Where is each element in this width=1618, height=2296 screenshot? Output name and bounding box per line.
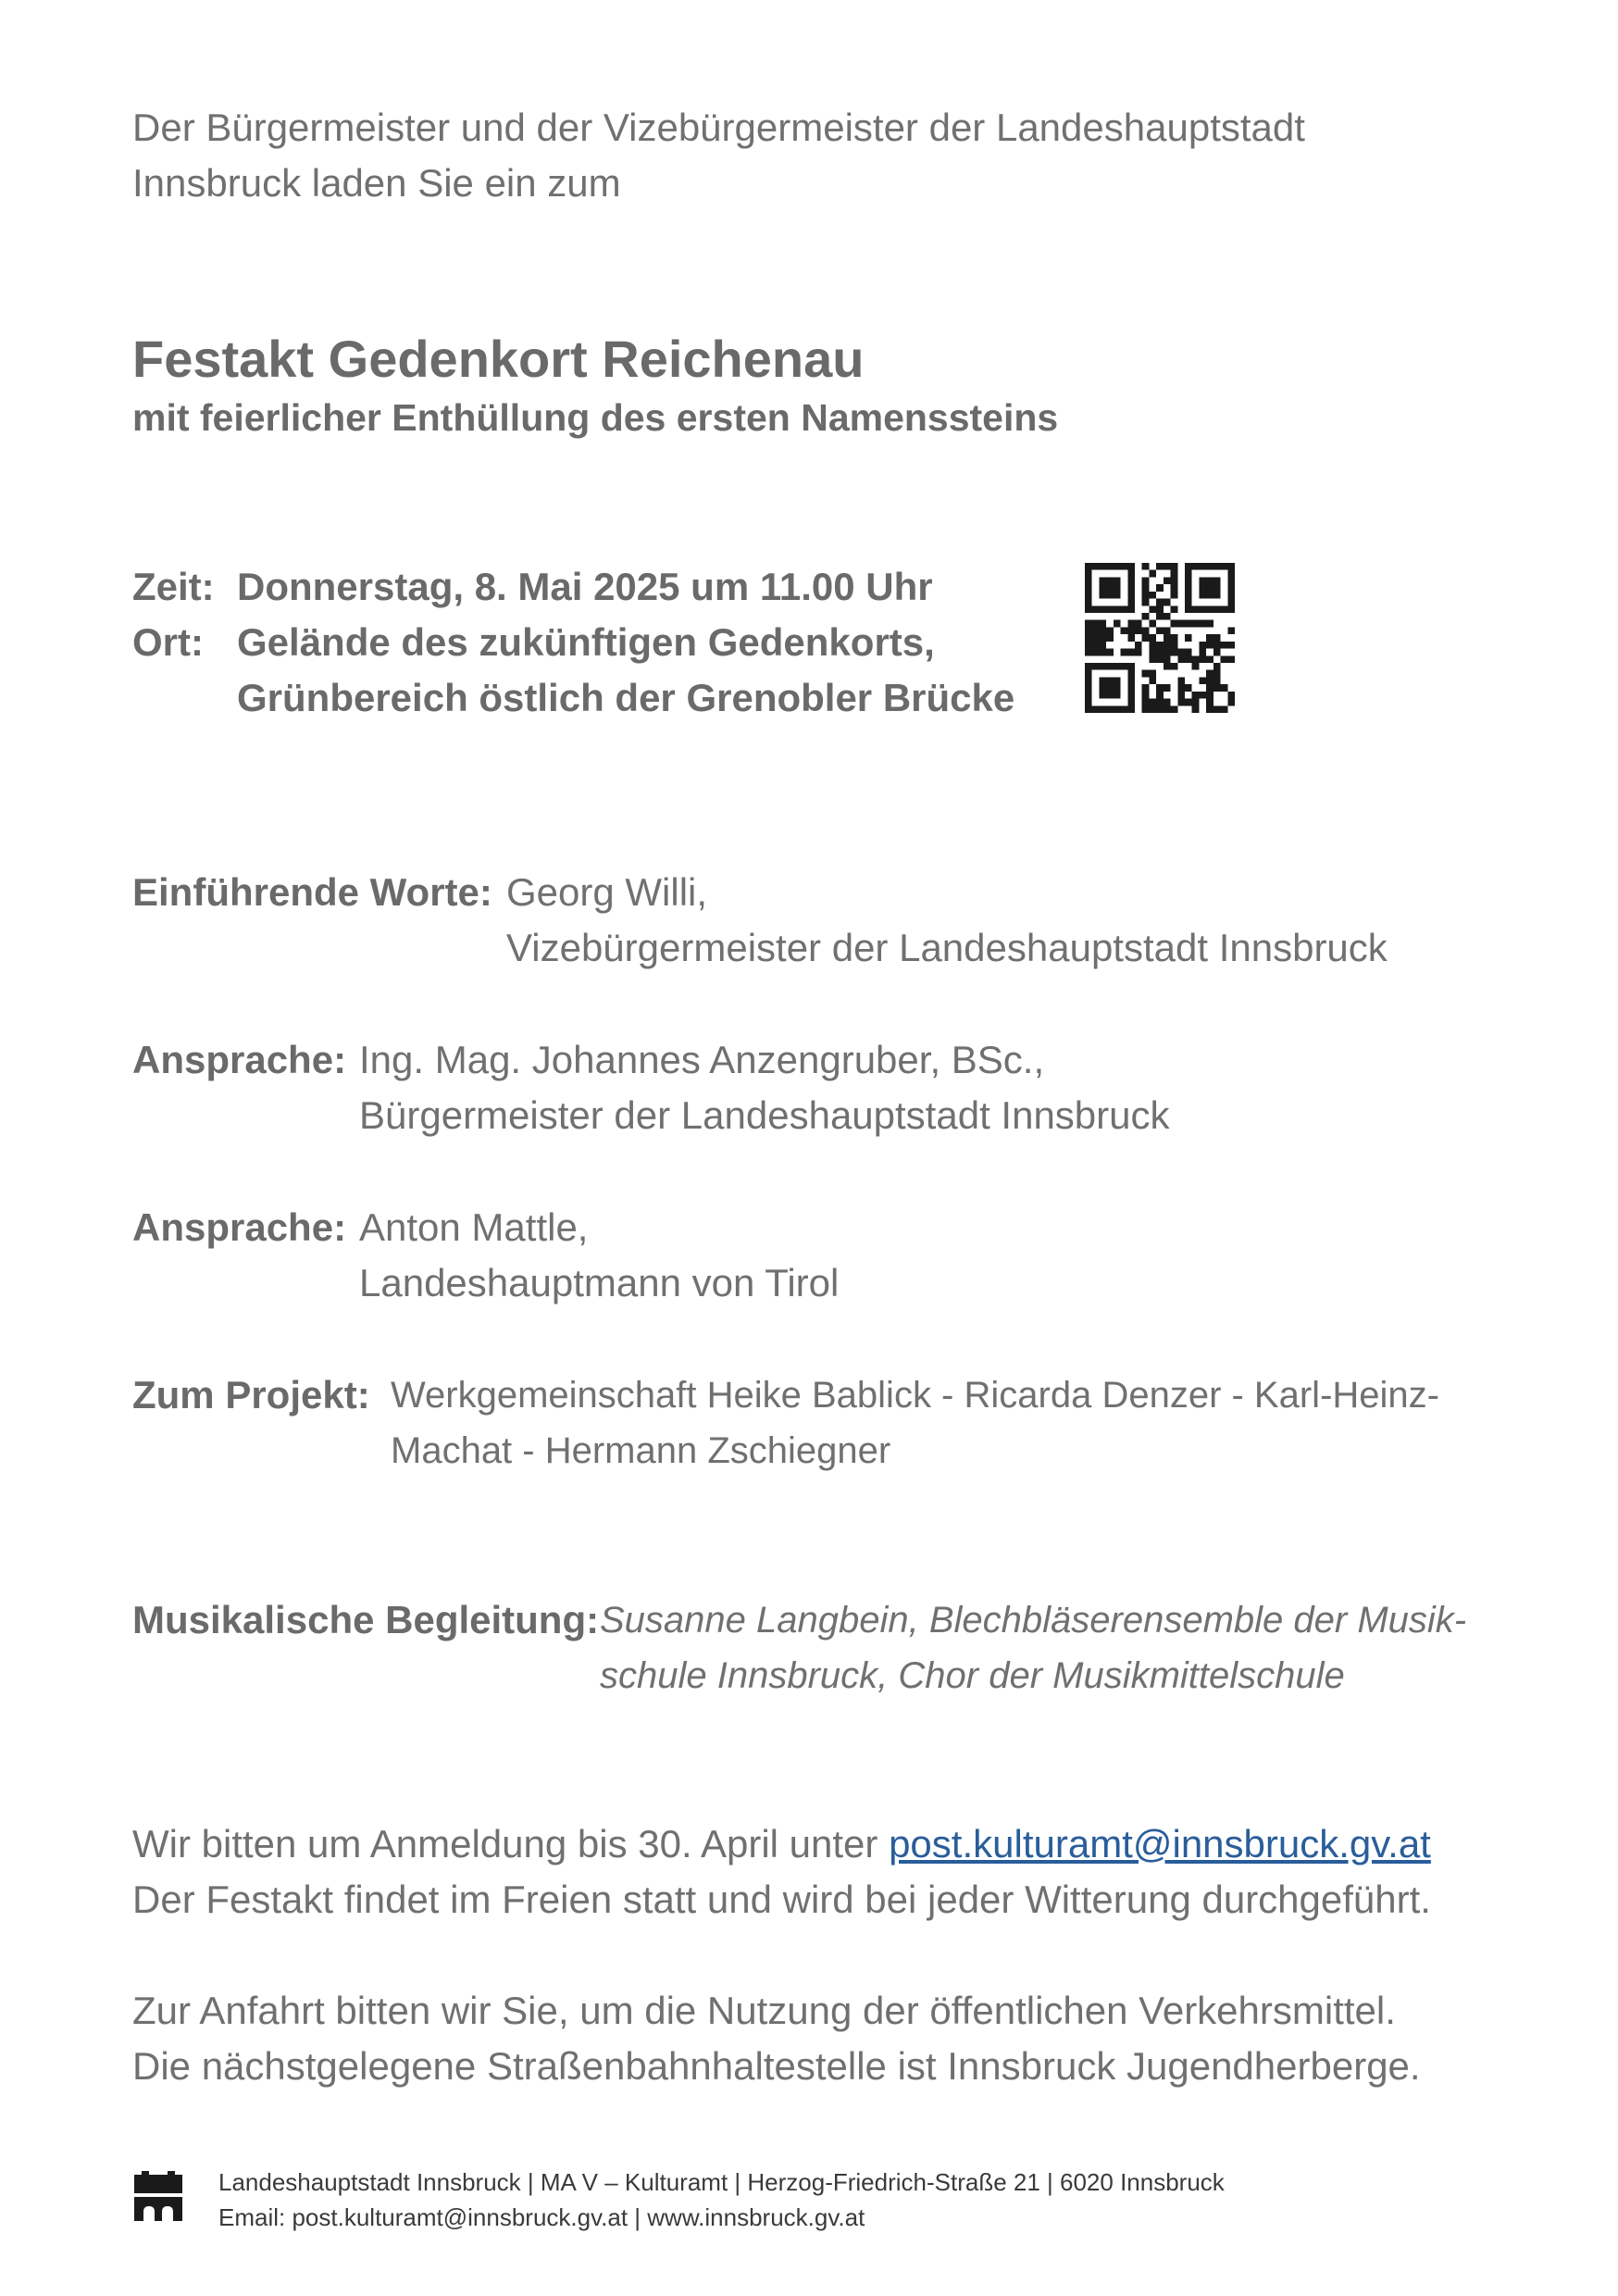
- program-project-line-1: Werkgemeinschaft Heike Bablick - Ricarda Denzer - Karl-Heinz-: [391, 1375, 1439, 1416]
- intro-line-2: Innsbruck laden Sie ein zum: [132, 161, 621, 205]
- rsvp-line: [132, 1816, 1431, 1872]
- time-label: Zeit:: [132, 565, 215, 608]
- program-intro-line-1: Georg Willi,: [506, 870, 708, 914]
- program-label-project: Zum Projekt:: [132, 1373, 370, 1416]
- program-intro-line-2: Vizebürgermeister der Landeshauptstadt Innsbruck: [506, 926, 1388, 969]
- innsbruck-bridge-logo-icon: [132, 2169, 184, 2225]
- program-value-intro: [506, 865, 1388, 976]
- program-value-speech-2: [359, 1200, 839, 1311]
- transport-line-1: Zur Anfahrt bitten wir Sie, um die Nutzung der öffentlichen Verkehrsmittel.: [132, 1989, 1396, 2032]
- time-value: Donnerstag, 8. Mai 2025 um 11.00 Uhr: [237, 565, 933, 608]
- rsvp-text: Wir bitten um Anmeldung bis 30. April unter: [132, 1822, 890, 1866]
- invitation-intro: [132, 100, 1305, 211]
- event-subtitle: mit feierlicher Enthüllung des ersten Namenssteins: [132, 396, 1059, 439]
- place-line-2: Grünbereich östlich der Grenobler Brücke: [237, 676, 1015, 719]
- program-music-line-1: Susanne Langbein, Blechbläserensemble der Musik-: [600, 1600, 1467, 1641]
- program-value-music: [600, 1592, 1466, 1703]
- program-speech-2-line-1: Anton Mattle,: [359, 1205, 589, 1249]
- footer-line-1: Landeshauptstadt Innsbruck | MA V – Kulturamt | Herzog-Friedrich-Straße 21 | 6020 Innsbruck: [218, 2168, 1225, 2196]
- program-speech-1-line-1: Ing. Mag. Johannes Anzengruber, BSc.,: [359, 1038, 1045, 1081]
- program-speech-2-line-2: Landeshauptmann von Tirol: [359, 1261, 840, 1304]
- program-speech-1-line-2: Bürgermeister der Landeshauptstadt Innsbruck: [359, 1093, 1170, 1137]
- footer-address: [218, 2165, 1225, 2235]
- program-label-speech-2: Ansprache:: [132, 1205, 347, 1249]
- transport-notice: [132, 1983, 1421, 2094]
- program-music-line-2: schule Innsbruck, Chor der Musikmittelschule: [600, 1655, 1345, 1696]
- weather-line: Der Festakt findet im Freien statt und wird bei jeder Witterung durchgeführt.: [132, 1878, 1431, 1921]
- intro-line-1: Der Bürgermeister und der Vizebürgermeister der Landeshauptstadt: [132, 106, 1305, 149]
- program-label-speech-1: Ansprache:: [132, 1038, 347, 1081]
- rsvp-email-link[interactable]: post.kulturamt@innsbruck.gv.at: [889, 1822, 1431, 1866]
- place-line-1: Gelände des zukünftigen Gedenkorts,: [237, 620, 935, 664]
- program-label-music: Musikalische Begleitung:: [132, 1598, 600, 1641]
- program-label-intro: Einführende Worte:: [132, 870, 492, 914]
- program-value-speech-1: [359, 1032, 1170, 1143]
- program-value-project: [391, 1367, 1439, 1479]
- rsvp-notice: [132, 1816, 1431, 1928]
- transport-line-2: Die nächstgelegene Straßenbahnhaltestelle ist Innsbruck Jugendherberge.: [132, 2044, 1421, 2088]
- place-label: Ort:: [132, 620, 204, 664]
- program-project-line-2: Machat - Hermann Zschiegner: [391, 1430, 891, 1471]
- event-title: Festakt Gedenkort Reichenau: [132, 330, 865, 388]
- footer-line-2: Email: post.kulturamt@innsbruck.gv.at | www.innsbruck.gv.at: [218, 2203, 865, 2231]
- qr-code-icon[interactable]: [1085, 563, 1235, 713]
